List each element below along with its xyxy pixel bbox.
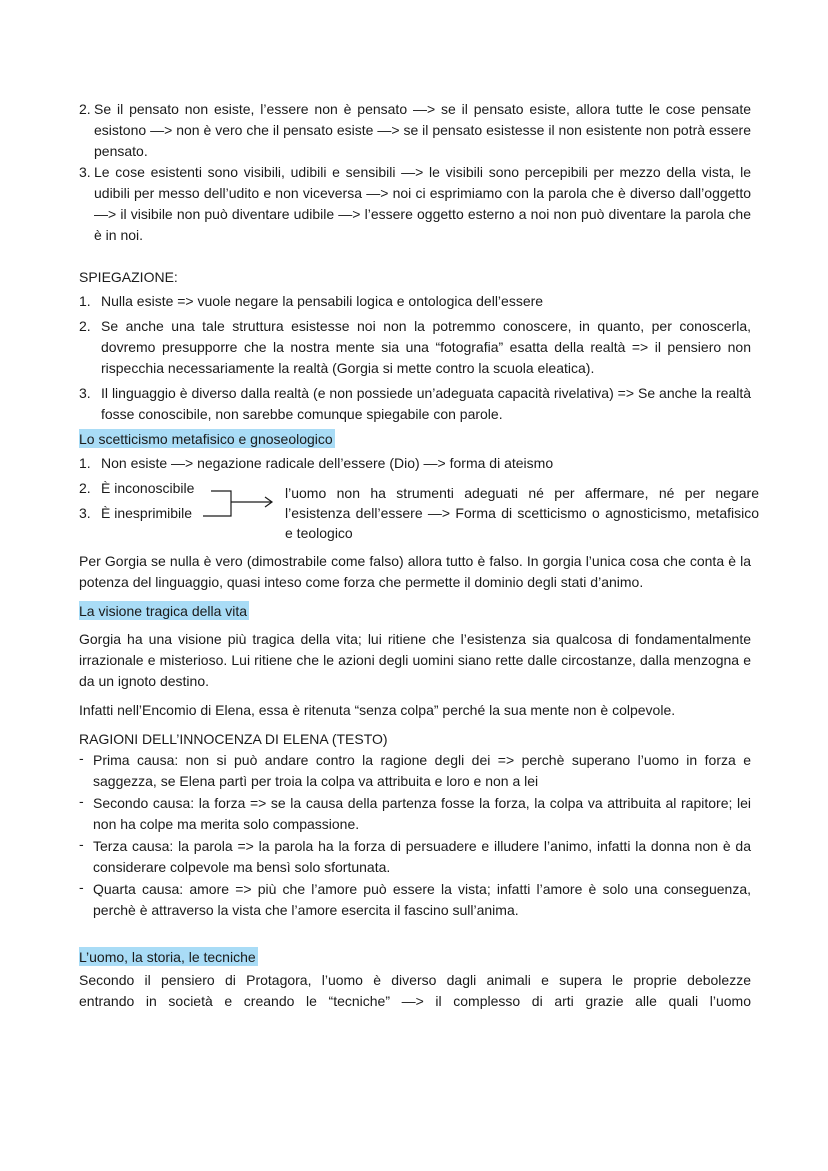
- branch-note: l’uomo non ha strumenti adeguati né per affermare, né per negare l’esistenza dell’essere —> Forma di scetticismo o agnosticismo, metafisico e teologico: [285, 485, 759, 541]
- branch-diagram: [79, 478, 759, 550]
- gorgia-paragraph: Per Gorgia se nulla è vero (dimostrabile come falso) allora tutto è falso. In gorgia l’unica cosa che conta è la potenza del linguaggio, quasi inteso come forza che permette il dominio degli stati d’animo.: [79, 553, 751, 590]
- list-number: 2.: [79, 480, 91, 496]
- section-heading-visione: La visione tragica della vita: [79, 603, 248, 619]
- visione-paragraph: Gorgia ha una visione più tragica della vita; lui ritiene che l’esistenza sia qualcosa di fondamentalmente irrazionale e misterioso. Lui ritiene che le azioni degli uomini siano rette dalle circostanze, dalla menzogna e da un ignoto destino.: [79, 631, 751, 689]
- list-item-text: Non esiste —> negazione radicale dell’essere (Dio) —> forma di ateismo: [101, 455, 554, 471]
- list-item-text: Se anche una tale struttura esistesse noi non la potremmo conoscere, in quanto, per conoscerla, dovremo presupporre che la nostra mente sia una “fotografia” esatta della realtà => il pensiero non rispecchia necessariamente la realtà (Gorgia si mette contro la scuola eleatica).: [101, 318, 751, 376]
- list-number: 3.: [79, 505, 91, 521]
- list-item: [79, 162, 751, 246]
- list-item-text: Quarta causa: amore => più che l’amore può essere la vista; infatti l’amore è solo una conseguenza, perchè è attraverso la vista che l’amore esercita il fascino sull’anima.: [93, 881, 751, 918]
- dash-bullet: -: [79, 836, 84, 852]
- list-item: [79, 793, 751, 835]
- ragioni-heading: RAGIONI DELL’INNOCENZA DI ELENA (TESTO): [79, 731, 388, 747]
- dash-bullet: -: [79, 879, 84, 895]
- encomio-paragraph: Infatti nell’Encomio di Elena, essa è ritenuta “senza colpa” perché la sua mente non è colpevole.: [79, 702, 676, 718]
- section-heading-uomo: L’uomo, la storia, le tecniche: [79, 949, 256, 965]
- list-item: [79, 316, 751, 379]
- spiegazione-heading: SPIEGAZIONE:: [79, 269, 178, 285]
- section-heading-scetticismo: Lo scetticismo metafisico e gnoseologico: [79, 431, 333, 447]
- list-item: [79, 836, 751, 878]
- dash-bullet: -: [79, 793, 84, 809]
- premises-list: [79, 99, 751, 246]
- list-item: [79, 291, 751, 312]
- list-item-text: Terza causa: la parola => la parola ha la forza di persuadere e illudere l’animo, infatti la donna non è da considerare colpevole ma bensì solo sfortunata.: [93, 838, 751, 875]
- protagora-line-1: Secondo il pensiero di Protagora, l’uomo è diverso dagli animali e supera le proprie debolezze: [79, 972, 751, 988]
- list-item-text: Se il pensato non esiste, l’essere non è pensato —> se il pensato esiste, allora tutte le cose pensate esistono —> non è vero che il pensato esiste —> se il pensato esistesse il non esistente non potrà essere pensato.: [94, 101, 751, 159]
- list-number: 3.: [79, 385, 91, 401]
- dash-bullet: -: [79, 750, 84, 766]
- list-item-text: Prima causa: non si può andare contro la ragione degli dei => perchè superano l’uomo in forza e saggezza, se Elena partì per troia la colpa va attribuita e loro e non a lei: [93, 752, 751, 789]
- list-number: 1.: [79, 455, 91, 471]
- list-item: [79, 383, 751, 425]
- scetticismo-list: [79, 453, 751, 474]
- list-item-text: Secondo causa: la forza => se la causa della partenza fosse la forza, la colpa va attribuita al rapitore; lei non ha colpe ma merita solo compassione.: [93, 795, 751, 832]
- ragioni-list: [79, 750, 751, 921]
- spiegazione-list: [79, 291, 751, 425]
- list-item: [79, 750, 751, 792]
- list-item-text: Nulla esiste => vuole negare la pensabili logica e ontologica dell’essere: [101, 293, 544, 309]
- list-number: 1.: [79, 293, 91, 309]
- list-item: [79, 879, 751, 921]
- list-number: 2.: [79, 318, 91, 334]
- list-item-text: Il linguaggio è diverso dalla realtà (e non possiede un’adeguata capacità rivelativa) => Se anche la realtà fosse conoscibile, non sarebbe comunque spiegabile con parole.: [101, 385, 751, 422]
- page-content: [79, 99, 759, 1012]
- list-item-text: Le cose esistenti sono visibili, udibili e sensibili —> le visibili sono percepibili per mezzo della vista, le udibili per messo dell’udito e non viceversa —> noi ci esprimiamo con la parola che è diverso dall’oggetto —> il visibile non può diventare udibile —> l’essere oggetto esterno a noi non può diventare la parola che è in noi.: [94, 164, 751, 243]
- list-number: 2.: [79, 101, 91, 117]
- list-item: [79, 99, 751, 162]
- list-item: [79, 453, 751, 474]
- list-item-text: È inesprimibile: [101, 505, 193, 521]
- list-number: 3.: [79, 164, 91, 180]
- list-item-text: È inconoscibile: [101, 480, 195, 496]
- bracket-arrow-icon: [79, 478, 289, 538]
- protagora-line-2: entrando in società e creando le “tecniche” —> il complesso di arti grazie alle quali l’uomo: [79, 993, 751, 1009]
